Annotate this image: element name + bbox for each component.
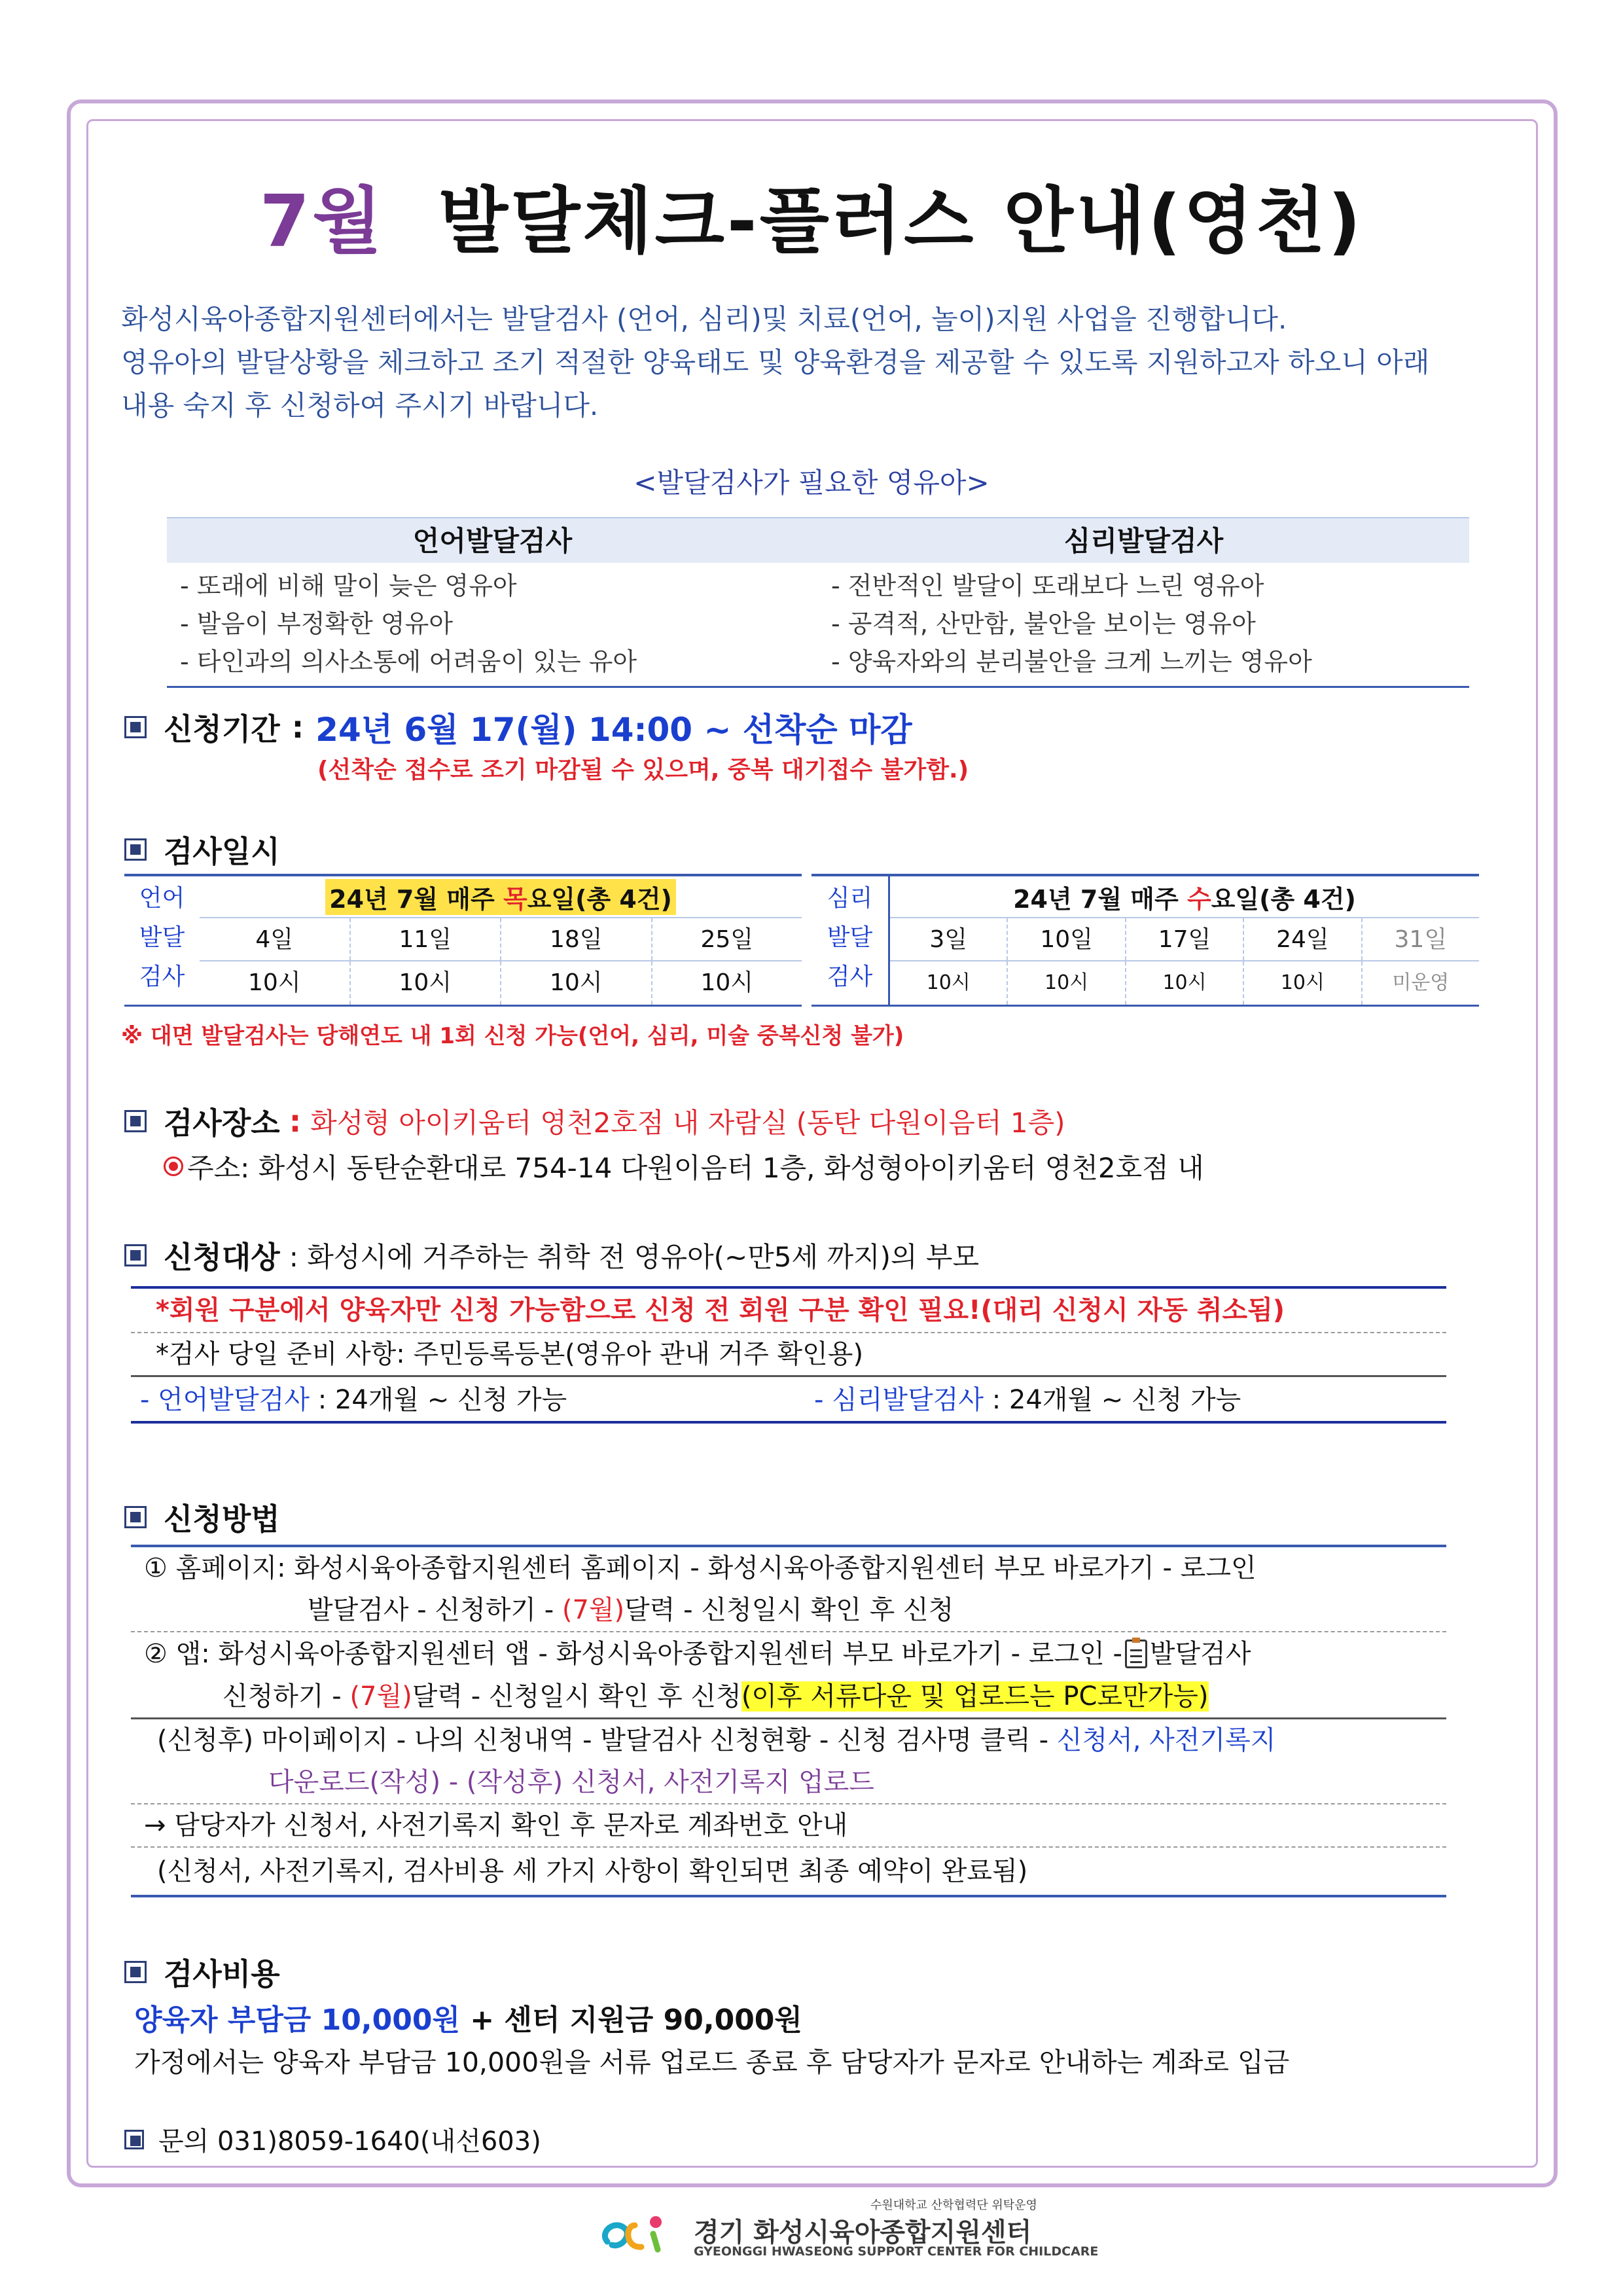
place-section bbox=[124, 1100, 1065, 1143]
header-day: 수 bbox=[1186, 884, 1211, 914]
method-text: 달력 - 신청일시 확인 후 신청 bbox=[412, 1681, 741, 1712]
time-cell: 10시 bbox=[351, 961, 502, 1005]
header-text: 24년 7월 매주 bbox=[329, 884, 503, 914]
place-address bbox=[164, 1147, 1204, 1186]
side-label-text: 발달 bbox=[139, 924, 185, 951]
intro-line: 화성시육아종합지원센터에서는 발달검사 (언어, 심리)및 치료(언어, 놀이)지원 사업을 진행합니다. bbox=[121, 303, 1287, 335]
method-text: 발달검사 bbox=[1149, 1639, 1251, 1669]
contact-text: 문의 031)8059-1640(내선603) bbox=[158, 2126, 541, 2157]
cost-line-2: 가정에서는 양육자 부담금 10,000원을 서류 업로드 종료 후 담당자가 문자로 안내하는 계좌로 입금 bbox=[134, 2047, 1290, 2078]
place-colon: : bbox=[289, 1103, 302, 1139]
date-cell-closed: 31일 bbox=[1394, 926, 1448, 953]
schedule-label: 검사일시 bbox=[164, 834, 280, 869]
square-bullet-icon bbox=[124, 838, 147, 861]
time-cell: 10시 bbox=[200, 961, 351, 1005]
square-bullet-icon bbox=[124, 1110, 147, 1132]
period-note: (선착순 접수로 조기 마감될 수 있으며, 중복 대기접수 불가함.) bbox=[317, 757, 969, 783]
period-label: 신청기간 bbox=[164, 711, 280, 747]
cost-label: 검사비용 bbox=[164, 1956, 280, 1992]
age-value: : 24개월 ~ 신청 가능 bbox=[984, 1385, 1241, 1415]
date-cell: 17일 bbox=[1126, 918, 1244, 960]
header-text: 요일(총 4건) bbox=[1211, 884, 1356, 914]
language-schedule-header bbox=[200, 876, 802, 918]
list-item: - 발음이 부정확한 영유아 bbox=[180, 609, 454, 638]
radio-bullet-icon bbox=[164, 1157, 183, 1176]
square-bullet-icon bbox=[124, 1244, 147, 1266]
target-value: : 화성시에 거주하는 취학 전 영유아(~만5세 까지)의 부모 bbox=[289, 1241, 980, 1273]
target-prep: *검사 당일 준비 사항: 주민등록등본(영유아 관내 거주 확인용) bbox=[131, 1333, 1446, 1377]
address-text: 주소: 화성시 동탄순환대로 754-14 다원이음터 1층, 화성형아이키움터 영천2호점 내 bbox=[187, 1152, 1204, 1184]
target-label: 신청대상 bbox=[164, 1240, 280, 1275]
side-label-text: 언어 bbox=[139, 885, 185, 912]
target-psych-age bbox=[814, 1377, 1241, 1423]
method-row-2b bbox=[131, 1676, 1446, 1719]
need-header-language: 언어발달검사 bbox=[412, 525, 573, 557]
intro-line: 영유아의 발달상황을 체크하고 조기 적절한 양육태도 및 양육환경을 제공할 수 있도록 지원하고자 하오니 아래 bbox=[121, 346, 1430, 378]
date-cell: 11일 bbox=[351, 918, 502, 960]
time-cell: 10시 bbox=[1008, 961, 1126, 1005]
age-label: - 언어발달검사 bbox=[140, 1385, 310, 1415]
header-text: 요일(총 4건) bbox=[527, 884, 672, 914]
schedule-note: ※ 대면 발달검사는 당해연도 내 1회 신청 가능(언어, 심리, 미술 중복신청 불가) bbox=[121, 1023, 904, 1049]
time-cell: 10시 bbox=[1126, 961, 1244, 1005]
target-section bbox=[124, 1234, 979, 1277]
title-text: 발달체크-플러스 안내(영천) bbox=[438, 179, 1364, 263]
list-item: - 양육자와의 분리불안을 크게 느끼는 영유아 bbox=[831, 647, 1312, 676]
method-row-3b: 다운로드(작성) - (작성후) 신청서, 사전기록지 업로드 bbox=[131, 1761, 1446, 1804]
contact-section bbox=[124, 2121, 541, 2158]
square-bullet-icon bbox=[124, 716, 147, 738]
header-text: 24년 7월 매주 bbox=[1013, 884, 1187, 914]
date-cell: 4일 bbox=[200, 918, 351, 960]
clipboard-icon bbox=[1125, 1640, 1147, 1668]
list-item: - 전반적인 발달이 또래보다 느린 영유아 bbox=[831, 571, 1264, 600]
square-bullet-icon bbox=[124, 1961, 147, 1983]
period-colon: : bbox=[291, 709, 304, 745]
cost-section bbox=[124, 1950, 280, 1994]
page-title bbox=[0, 164, 1623, 267]
intro-line: 내용 숙지 후 신청하여 주시기 바랍니다. bbox=[121, 389, 599, 422]
square-bullet-icon bbox=[124, 1506, 147, 1528]
method-row-3a bbox=[131, 1719, 1446, 1761]
schedule-section bbox=[124, 828, 280, 871]
date-cell: 18일 bbox=[501, 918, 652, 960]
method-box bbox=[131, 1545, 1446, 1897]
side-label-text: 검사 bbox=[827, 963, 873, 990]
need-title: <발달검사가 필요한 영유아> bbox=[633, 467, 990, 499]
method-month: (7월) bbox=[562, 1595, 625, 1625]
method-label: 신청방법 bbox=[164, 1501, 280, 1537]
side-label-text: 검사 bbox=[139, 963, 185, 990]
date-cell: 3일 bbox=[890, 918, 1008, 960]
cost-line-1 bbox=[134, 1996, 802, 2038]
cost-center-support: + 센터 지원금 90,000원 bbox=[459, 2003, 802, 2037]
psych-schedule-title bbox=[1013, 879, 1356, 915]
age-value: : 24개월 ~ 신청 가능 bbox=[310, 1385, 567, 1415]
method-text: (신청후) 마이페이지 - 나의 신청내역 - 발달검사 신청현황 - 신청 검사명 클릭 - bbox=[157, 1725, 1057, 1755]
method-text: 달력 - 신청일시 확인 후 신청 bbox=[624, 1595, 954, 1625]
method-highlight: (이후 서류다운 및 업로드는 PC로만가능) bbox=[741, 1681, 1209, 1712]
time-cell-closed: 미운영 bbox=[1392, 971, 1450, 994]
psych-schedule-table bbox=[812, 874, 1479, 1007]
method-row-2a bbox=[131, 1632, 1446, 1676]
method-text: ② 앱: 화성시육아종합지원센터 앱 - 화성시육아종합지원센터 부모 바로가기 - 로그인 - bbox=[144, 1639, 1122, 1669]
date-cell: 24일 bbox=[1244, 918, 1362, 960]
footer-top-text: 수원대학교 산학협력단 위탁운영 bbox=[870, 2198, 1037, 2212]
need-table bbox=[167, 517, 1469, 688]
psych-times-row bbox=[890, 961, 1479, 1005]
time-cell: 10시 bbox=[890, 961, 1008, 1005]
period-section bbox=[124, 704, 912, 751]
psych-schedule-header bbox=[890, 876, 1479, 918]
list-item: - 공격적, 산만함, 불안을 보이는 영유아 bbox=[831, 609, 1256, 638]
period-value: 24년 6월 17(월) 14:00 ~ 선착순 마감 bbox=[315, 711, 912, 749]
list-item: - 타인과의 의사소통에 어려움이 있는 유아 bbox=[180, 647, 637, 676]
side-label-text: 발달 bbox=[827, 924, 873, 951]
method-section bbox=[124, 1496, 280, 1539]
target-language-age bbox=[140, 1377, 814, 1423]
place-value: 화성형 아이키움터 영천2호점 내 자람실 (동탄 다원이음터 1층) bbox=[310, 1107, 1065, 1139]
target-warning: *회원 구분에서 양육자만 신청 가능함으로 신청 전 회원 구분 확인 필요!(대리 신청시 자동 취소됨) bbox=[131, 1289, 1446, 1333]
place-label: 검사장소 bbox=[164, 1105, 280, 1141]
method-text: 발달검사 - 신청하기 - bbox=[308, 1595, 562, 1625]
method-row-1a: ① 홈페이지: 화성시육아종합지원센터 홈페이지 - 화성시육아종합지원센터 부모 바로가기 - 로그인 bbox=[144, 1553, 1257, 1583]
need-table-header bbox=[167, 517, 1469, 563]
language-side-label bbox=[124, 876, 200, 1005]
need-table-body bbox=[167, 563, 1469, 688]
time-cell: 10시 bbox=[1244, 961, 1362, 1005]
method-row-5: (신청서, 사전기록지, 검사비용 세 가지 사항이 확인되면 최종 예약이 완료됨) bbox=[157, 1856, 1028, 1886]
square-bullet-icon bbox=[124, 2130, 144, 2149]
need-header-psych: 심리발달검사 bbox=[1063, 525, 1224, 557]
method-text: 신청하기 - bbox=[223, 1681, 350, 1712]
footer-logo bbox=[596, 2196, 1099, 2261]
side-label-text: 심리 bbox=[827, 885, 873, 912]
cost-parent-share: 양육자 부담금 10,000원 bbox=[134, 2003, 460, 2037]
center-logo-icon bbox=[596, 2202, 694, 2261]
date-cell: 25일 bbox=[700, 926, 754, 953]
target-notice-box bbox=[131, 1286, 1446, 1424]
intro-paragraph bbox=[121, 298, 1522, 427]
psych-days-row bbox=[890, 918, 1479, 961]
language-schedule-title bbox=[325, 879, 676, 915]
time-cell: 10시 bbox=[700, 969, 754, 996]
method-month: (7월) bbox=[349, 1681, 412, 1712]
title-month: 7월 bbox=[259, 179, 385, 263]
age-label: - 심리발달검사 bbox=[814, 1385, 984, 1415]
method-blue-text: 신청서, 사전기록지 bbox=[1056, 1725, 1276, 1755]
method-row-1b bbox=[131, 1589, 1446, 1632]
footer-english-name: GYEONGGI HWASEONG SUPPORT CENTER FOR CHILDCARE bbox=[694, 2244, 1099, 2259]
need-col-psych bbox=[818, 563, 1469, 686]
language-days-row bbox=[200, 918, 802, 961]
need-col-language bbox=[167, 563, 818, 686]
list-item: - 또래에 비해 말이 늦은 영유아 bbox=[180, 571, 517, 600]
psych-side-label bbox=[812, 876, 890, 1005]
footer-center-name: 경기 화성시육아종합지원센터 bbox=[694, 2217, 1032, 2248]
date-cell: 10일 bbox=[1008, 918, 1126, 960]
method-row-4: → 담당자가 신청서, 사전기록지 확인 후 문자로 계좌번호 안내 bbox=[131, 1804, 1446, 1848]
language-schedule-table bbox=[124, 874, 802, 1007]
language-times-row bbox=[200, 961, 802, 1005]
time-cell: 10시 bbox=[501, 961, 652, 1005]
header-day: 목 bbox=[503, 884, 527, 914]
target-age-row bbox=[131, 1377, 1446, 1423]
